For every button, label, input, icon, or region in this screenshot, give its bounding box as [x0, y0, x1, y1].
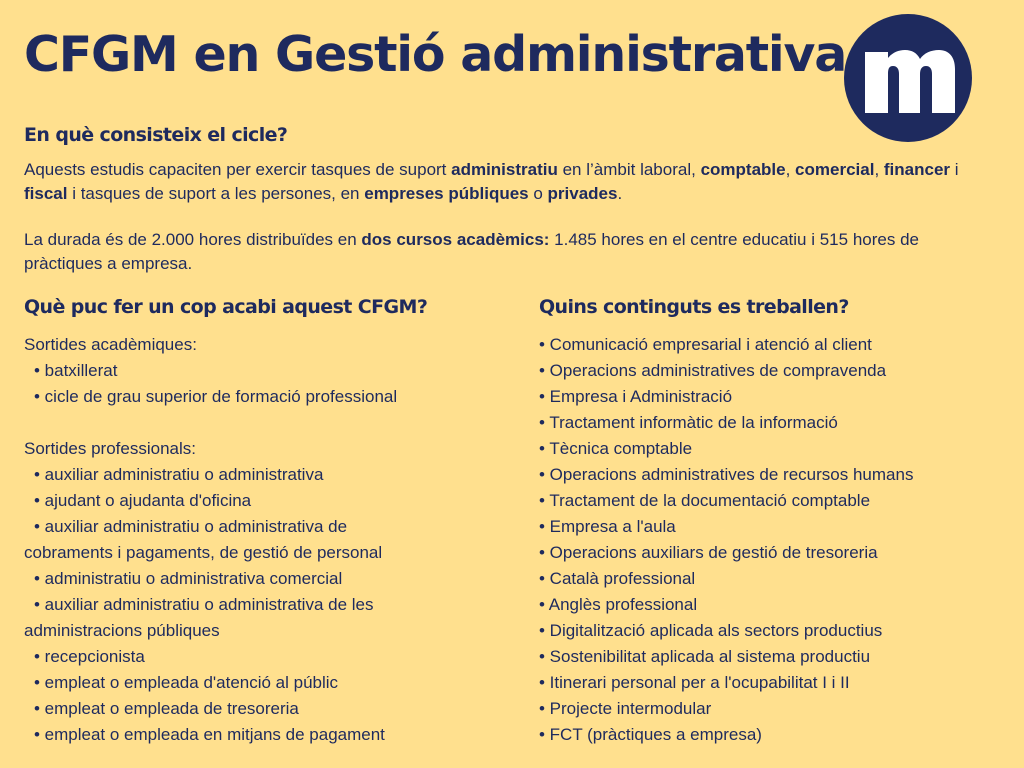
- content-item: • Català professional: [539, 569, 696, 588]
- section-heading-contents: Quins continguts es treballen?: [539, 296, 849, 318]
- content-item: • Empresa a l'aula: [539, 517, 676, 536]
- academic-item: • batxillerat: [34, 361, 118, 380]
- description-text-4: ,: [785, 160, 796, 179]
- description-bold-5: comercial: [795, 160, 875, 179]
- m-logo-icon: [844, 14, 972, 142]
- content-item: • Anglès professional: [539, 595, 698, 614]
- duration-text-0: La durada és de 2.000 hores distribuïdes en: [24, 230, 362, 249]
- professional-item: • empleat o empleada en mitjans de pagament: [34, 725, 385, 744]
- outcomes-column: [24, 332, 514, 748]
- content-item: • Projecte intermodular: [539, 699, 712, 718]
- m-letter-icon: [844, 14, 972, 142]
- content-item: • Operacions administratives de recursos humans: [539, 465, 914, 484]
- professional-item-continuation: administracions públiques: [24, 621, 220, 640]
- duration-bold-1: dos cursos acadèmics:: [361, 230, 550, 249]
- description-text-14: .: [617, 184, 623, 203]
- cycle-duration: [24, 228, 999, 276]
- duration-text-2: 1.485 hores en el centre educatiu i 515 hores de pràctiques a empresa.: [24, 230, 919, 273]
- description-text-8: i: [950, 160, 959, 179]
- description-bold-1: administratiu: [451, 160, 558, 179]
- description-text-10: i tasques de suport a les persones, en: [67, 184, 365, 203]
- professional-item: • empleat o empleada d'atenció al públic: [34, 673, 339, 692]
- cycle-description: [24, 158, 1004, 206]
- content-item: • Empresa i Administració: [539, 387, 733, 406]
- content-item: • Tècnica comptable: [539, 439, 693, 458]
- page-title: CFGM en Gestió administrativa: [24, 26, 847, 83]
- professional-list: [24, 462, 514, 748]
- professional-item: • auxiliar administratiu o administrativa: [34, 465, 324, 484]
- section-heading-outcomes: Què puc fer un cop acabi aquest CFGM?: [24, 296, 428, 318]
- professional-item: • recepcionista: [34, 647, 145, 666]
- contents-column: [539, 332, 1009, 748]
- professional-item: • ajudant o ajudanta d'oficina: [34, 491, 252, 510]
- content-item: • Comunicació empresarial i atenció al client: [539, 335, 872, 354]
- description-bold-3: comptable: [700, 160, 786, 179]
- content-item: • Digitalització aplicada als sectors productius: [539, 621, 883, 640]
- professional-item: • auxiliar administratiu o administrativa de: [34, 517, 348, 536]
- professional-label: Sortides professionals:: [24, 439, 196, 458]
- content-item: • Tractament de la documentació comptable: [539, 491, 871, 510]
- description-text-0: Aquests estudis capaciten per exercir tasques de suport: [24, 160, 452, 179]
- content-item: • Itinerari personal per a l'ocupabilitat I i II: [539, 673, 850, 692]
- description-text-6: ,: [874, 160, 884, 179]
- description-bold-13: privades: [547, 184, 618, 203]
- content-item: • Operacions auxiliars de gestió de tresoreria: [539, 543, 878, 562]
- professional-item: • empleat o empleada de tresoreria: [34, 699, 299, 718]
- contents-list: [539, 332, 1009, 748]
- content-item: • Operacions administratives de compravenda: [539, 361, 887, 380]
- section-heading-cycle: En què consisteix el cicle?: [24, 124, 288, 146]
- description-bold-11: empreses públiques: [364, 184, 529, 203]
- academic-label: Sortides acadèmiques:: [24, 335, 197, 354]
- description-bold-7: financer: [883, 160, 951, 179]
- professional-item: • auxiliar administratiu o administrativa de les: [34, 595, 374, 614]
- academic-item: • cicle de grau superior de formació professional: [34, 387, 398, 406]
- description-text-12: o: [528, 184, 548, 203]
- description-text-2: en l’àmbit laboral,: [557, 160, 701, 179]
- content-item: • FCT (pràctiques a empresa): [539, 725, 762, 744]
- content-item: • Tractament informàtic de la informació: [539, 413, 838, 432]
- content-item: • Sostenibilitat aplicada al sistema productiu: [539, 647, 871, 666]
- academic-list: [24, 358, 514, 410]
- professional-item: • administratiu o administrativa comercial: [34, 569, 343, 588]
- professional-item-continuation: cobraments i pagaments, de gestió de personal: [24, 543, 383, 562]
- description-bold-9: fiscal: [24, 184, 68, 203]
